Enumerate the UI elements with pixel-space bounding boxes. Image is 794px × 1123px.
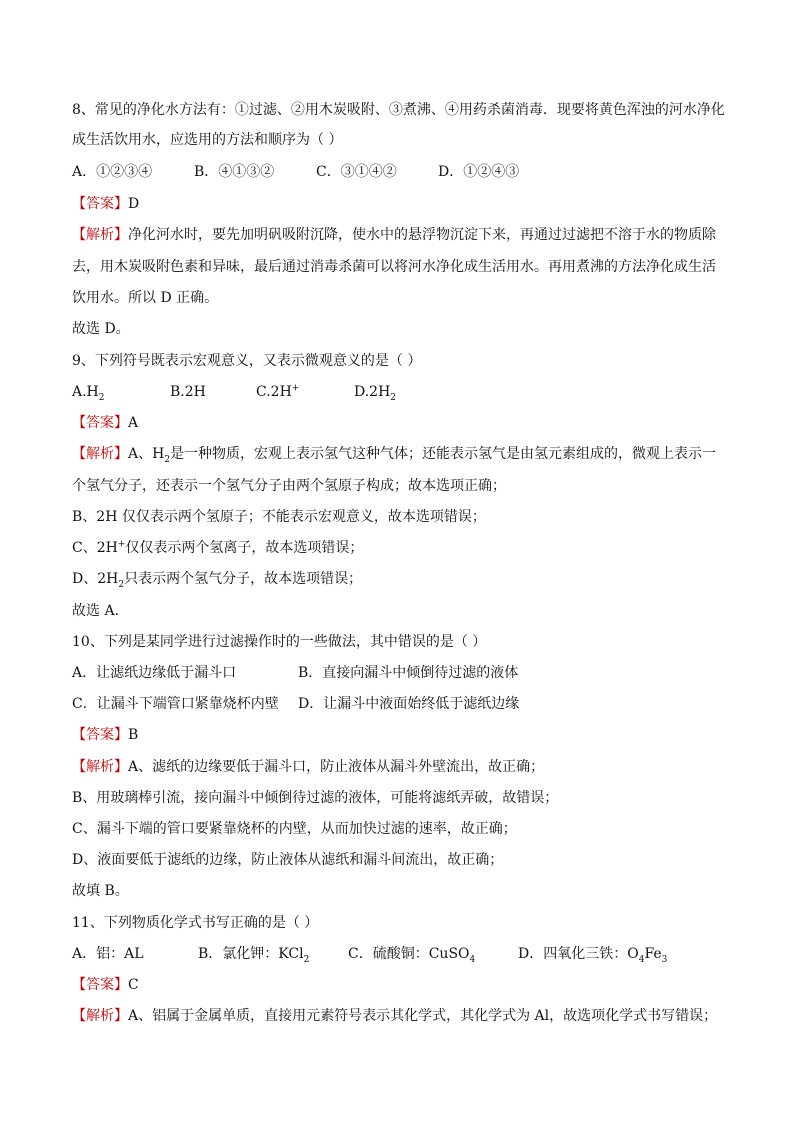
q9-option-b: B.2H [170,384,206,400]
q11-option-a: A．铝：AL [72,946,144,962]
q9-analysis-line-1: 【解析】A、$H_2$是一种物质，宏观上表示氢气这种气体；还能表示氢气是由氢元素组成的，微观上表示一 [72,446,717,465]
q10-analysis-line-2: B、用玻璃棒引流，接向漏斗中倾倒待过滤的液体，可能将滤纸弄破，故错误； [72,790,559,806]
q8-answer [72,195,139,213]
q10-answer [72,726,138,744]
q10-conclusion: 故填 B。 [72,883,129,899]
q9-options [72,383,396,401]
analysis-tag: 【解析】 [72,227,128,243]
q9-analysis-line-4: C、2H+仅仅表示两个氢离子，故本选项错误； [72,539,364,556]
q9-answer-value: A [128,415,139,431]
q9-option-a: $A.H_2$ [72,384,105,403]
answer-tag: 【答案】 [72,727,128,743]
q8-analysis-line-1 [72,226,716,244]
q11-option-c: C．硫酸铜：CuSO$_4$ [348,946,476,965]
q9-conclusion: 故选 A． [72,603,129,619]
q11-stem: 11、下列物质化学式书写正确的是（ ） [72,915,319,931]
q8-conclusion: 故选 D。 [72,321,130,337]
q9-analysis-line-5: D、$2H_2$只表示两个氢气分子，故本选项错误； [72,571,363,590]
q9-analysis-line-2: 个氢气分子，还表示一个氢气分子由两个氢原子构成；故本选项正确； [72,478,506,494]
q10-analysis-line-4: D、液面要低于滤纸的边缘，防止液体从滤纸和漏斗间流出，故正确； [72,852,504,868]
q8-option-c: C．③①④② [316,164,397,180]
q8-analysis-line-2: 去，用木炭吸附色素和异味，最后通过消毒杀菌可以将河水净化成生活用水。再用煮沸的方法净化成生活 [72,259,716,275]
q10-option-a: A．让滤纸边缘低于漏斗口 [72,665,237,681]
q10-options-row-1 [72,664,518,682]
q10-stem: 10、下列是某同学进行过滤操作时的一些做法，其中错误的是（ ） [72,634,487,650]
q9-analysis-line-3: B、2H 仅仅表示两个氢原子；不能表示宏观意义，故本选项错误； [72,509,486,525]
q10-option-b: B．直接向漏斗中倾倒待过滤的液体 [298,665,519,681]
q8-option-b: B．④①③② [194,164,275,180]
q8-analysis-line-3: 饮用水。所以 D 正确。 [72,290,219,306]
q11-option-d: D．四氧化三铁：$O_4Fe_3$ [518,946,668,965]
analysis-tag: 【解析】 [72,759,128,775]
q8-stem-line-2: 成生活饮用水，应选用的方法和顺序为（ ） [72,132,343,148]
q9-option-d: $D.2H_2$ [354,384,397,403]
q8-option-d: D．①②④③ [438,164,520,180]
q9-answer [72,414,138,432]
answer-tag: 【答案】 [72,977,128,993]
answer-tag: 【答案】 [72,196,128,212]
q11-answer-value: C [128,977,139,993]
q10-option-c: C．让漏斗下端管口紧靠烧杯内壁 [72,696,279,712]
q9-option-c: C.2H+ [256,383,300,400]
q10-option-d: D．让漏斗中液面始终低于滤纸边缘 [298,696,520,712]
q10-analysis-line-1: 【解析】A、滤纸的边缘要低于漏斗口，防止液体从漏斗外壁流出，故正确； [72,759,545,775]
analysis-tag: 【解析】 [72,1008,128,1024]
q11-options [72,945,667,963]
q10-answer-value: B [128,727,139,743]
q10-analysis-line-3: C、漏斗下端的管口要紧靠烧杯的内壁，从而加快过滤的速率，故正确； [72,821,517,837]
q11-analysis-line-1: 【解析】A、铝属于金属单质，直接用元素符号表示其化学式，其化学式为 Al，故选项化学式书写错误； [72,1008,718,1024]
q11-option-b: B．氯化钾：KCl$_2$ [198,946,310,965]
analysis-tag: 【解析】 [72,446,128,462]
answer-tag: 【答案】 [72,415,128,431]
q10-options-row-2 [72,695,519,713]
q8-analysis-text-1: 净化河水时，要先加明矾吸附沉降，使水中的悬浮物沉淀下来，再通过过滤把不溶于水的物质除 [128,227,716,243]
q8-options [72,163,519,181]
q8-stem-line-1: 8、常见的净化水方法有：①过滤、②用木炭吸附、③煮沸、④用药杀菌消毒．现要将黄色浑浊的河水净化 [72,102,725,118]
q8-option-a: A．①②③④ [72,164,153,180]
q11-answer [72,976,139,994]
q8-answer-value: D [128,196,140,212]
q9-stem: 9、下列符号既表示宏观意义，又表示微观意义的是（ ） [72,353,422,369]
